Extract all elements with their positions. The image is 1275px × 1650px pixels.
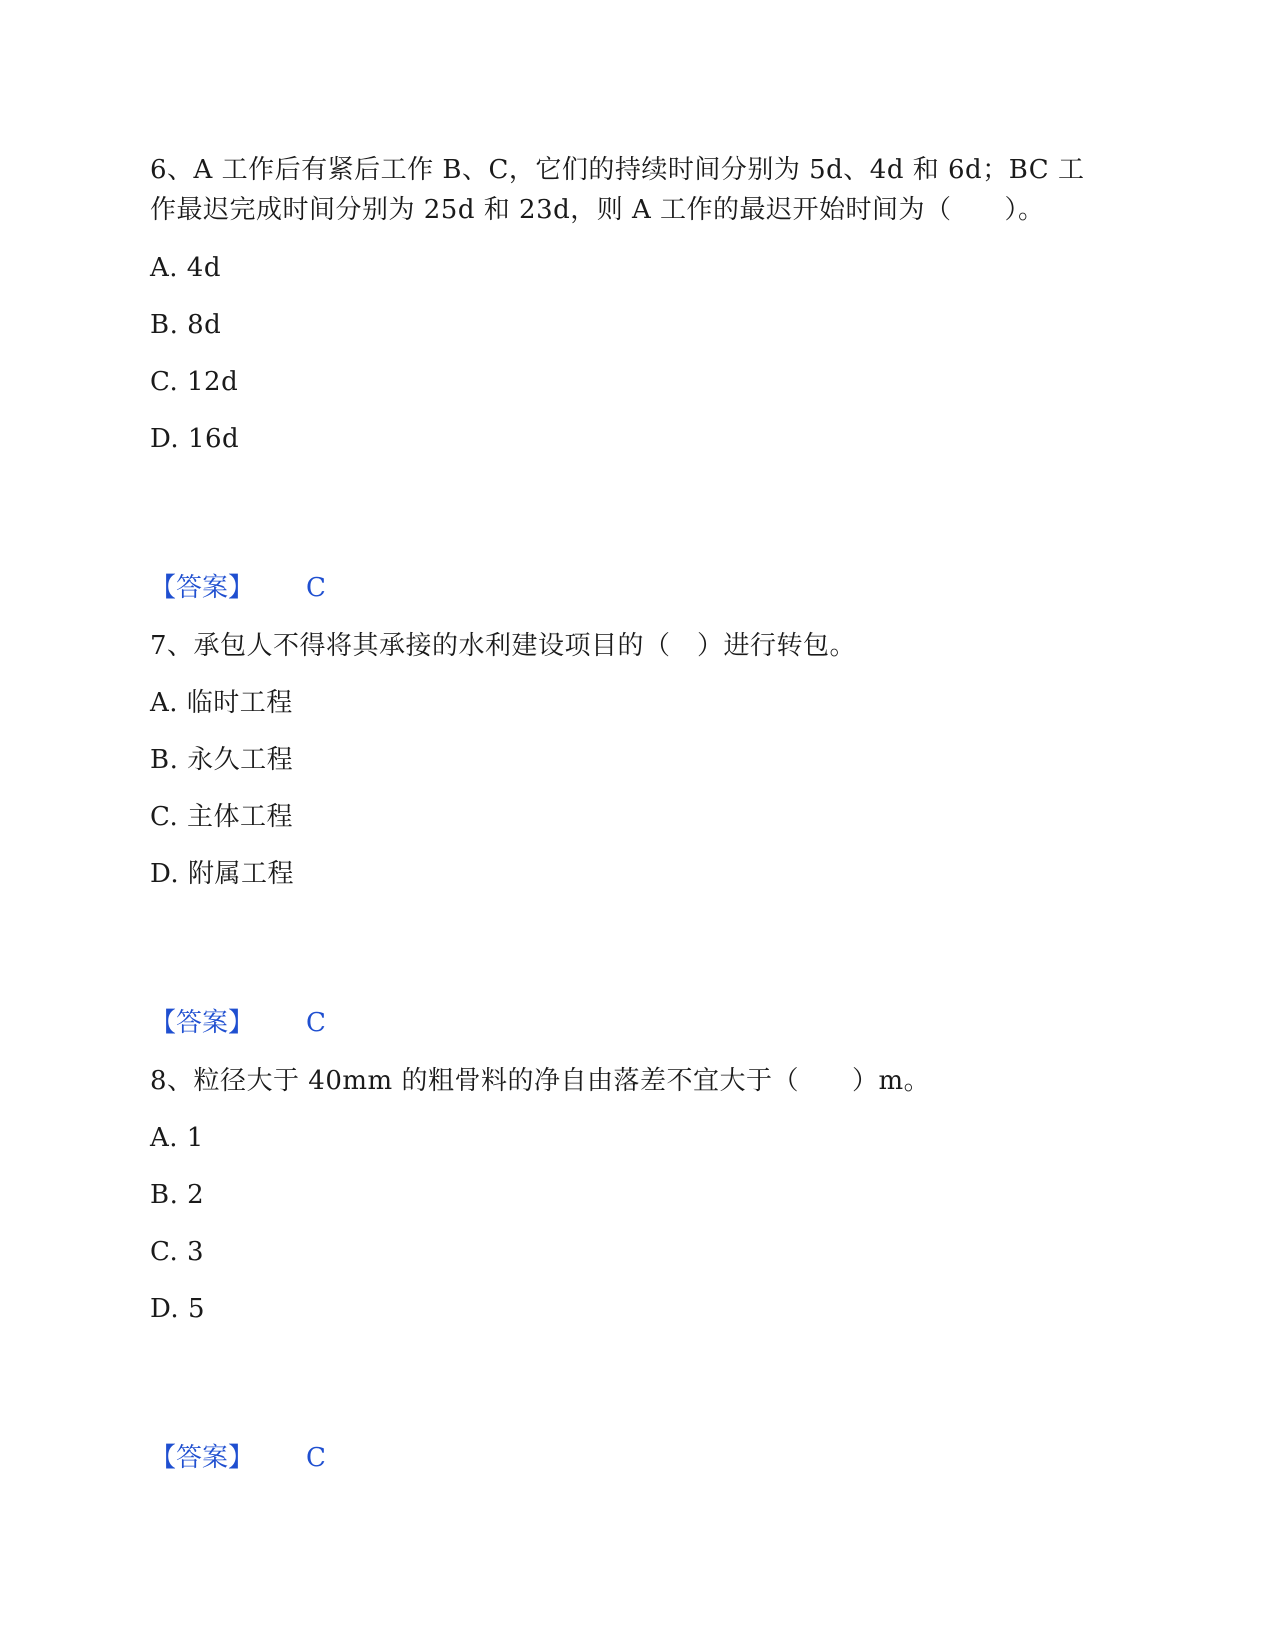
question-7-text: 7、承包人不得将其承接的水利建设项目的（ ）进行转包。 — [150, 631, 857, 661]
question-6-text-line-1: 6、A 工作后有紧后工作 B、C，它们的持续时间分别为 5d、4d 和 6d；BC 工 — [150, 155, 1085, 185]
question-7-option-c: C. 主体工程 — [150, 802, 293, 832]
answer-label: 【答案】 — [150, 573, 255, 603]
question-8-option-c: C. 3 — [150, 1237, 205, 1267]
question-8-option-d: D. 5 — [150, 1294, 205, 1324]
answer-value: C — [306, 1008, 326, 1038]
question-8-option-a: A. 1 — [150, 1123, 204, 1153]
question-8-answer — [150, 1438, 326, 1478]
question-6-option-a: A. 4d — [150, 253, 221, 283]
answer-value: C — [306, 573, 326, 603]
question-8-option-b: B. 2 — [150, 1180, 205, 1210]
answer-label: 【答案】 — [150, 1443, 255, 1473]
question-7-option-d: D. 附属工程 — [150, 859, 294, 889]
question-8-text: 8、粒径大于 40mm 的粗骨料的净自由落差不宜大于（ ）m。 — [150, 1066, 931, 1096]
question-6-answer — [150, 568, 326, 608]
question-6-text-line-2: 作最迟完成时间分别为 25d 和 23d，则 A 工作的最迟开始时间为（ ）。 — [150, 195, 1045, 225]
question-6-option-b: B. 8d — [150, 310, 222, 340]
question-7-option-b: B. 永久工程 — [150, 745, 294, 775]
answer-label: 【答案】 — [150, 1008, 255, 1038]
question-7-answer — [150, 1003, 326, 1043]
question-6-option-d: D. 16d — [150, 424, 240, 454]
question-7-option-a: A. 临时工程 — [150, 688, 293, 718]
answer-value: C — [306, 1443, 326, 1473]
question-6-option-c: C. 12d — [150, 367, 239, 397]
